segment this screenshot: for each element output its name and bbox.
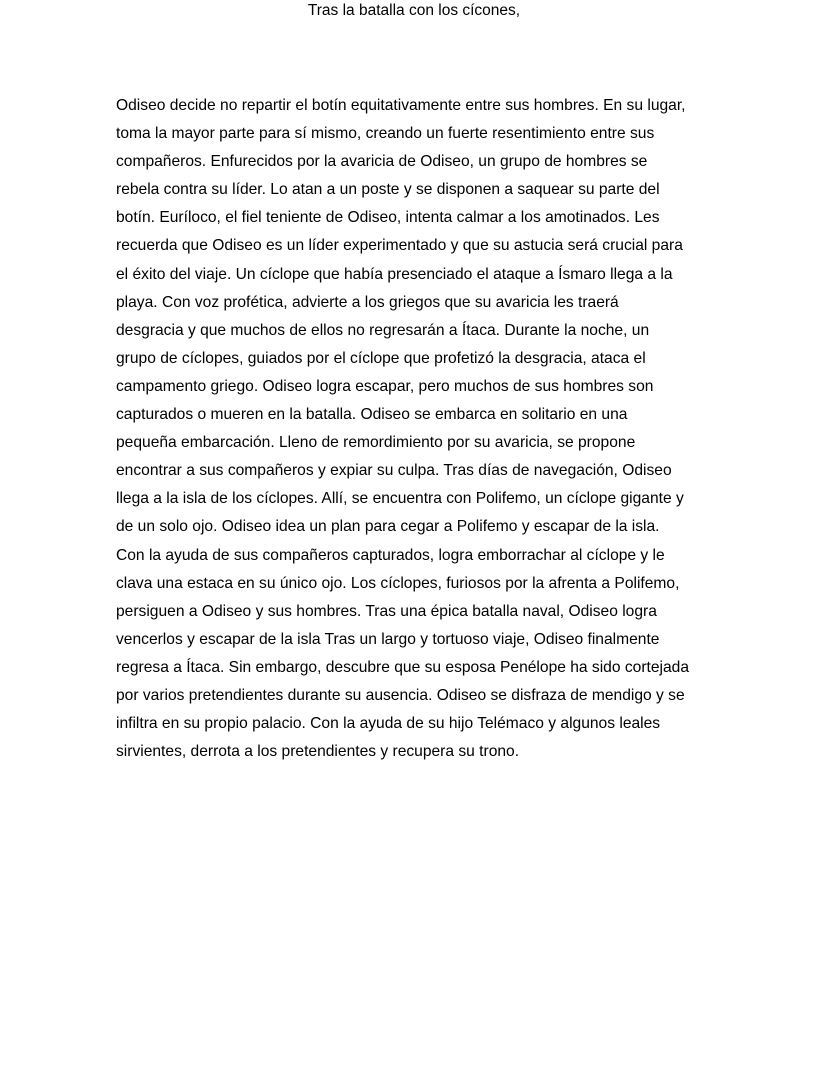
paragraph-line: Odiseo decide no repartir el botín equitativamente entre sus hombres. En su lugar, xyxy=(116,97,686,114)
paragraph-line: pequeña embarcación. Lleno de remordimiento por su avaricia, se propone xyxy=(116,434,636,452)
paragraph-line: persiguen a Odiseo y sus hombres. Tras una épica batalla naval, Odiseo logra xyxy=(116,602,657,620)
paragraph-line: grupo de cíclopes, guiados por el cíclope que profetizó la desgracia, ataca el xyxy=(116,349,646,367)
paragraph-line: sirvientes, derrota a los pretendientes y recupera su trono. xyxy=(116,743,520,761)
paragraph-line: desgracia y que muchos de ellos no regresarán a Ítaca. Durante la noche, un xyxy=(116,321,650,339)
paragraph-line: el éxito del viaje. Un cíclope que había presenciado el ataque a Ísmaro llega a la xyxy=(116,265,673,283)
page-title: Tras la batalla con los cícones, xyxy=(307,2,521,19)
paragraph-line: capturados o mueren en la batalla. Odiseo se embarca en solitario en una xyxy=(116,406,628,424)
paragraph-line: Con la ayuda de sus compañeros capturados, logra emborrachar al cíclope y le xyxy=(116,546,665,564)
paragraph-line: toma la mayor parte para sí mismo, creando un fuerte resentimiento entre sus xyxy=(116,125,655,143)
paragraph-line: recuerda que Odiseo es un líder experimentado y que su astucia será crucial para xyxy=(116,237,683,255)
paragraph-line: encontrar a sus compañeros y expiar su culpa. Tras días de navegación, Odiseo xyxy=(116,462,672,480)
paragraph-line: infiltra en su propio palacio. Con la ayuda de su hijo Telémaco y algunos leales xyxy=(116,715,661,733)
paragraph-line: playa. Con voz profética, advierte a los griegos que su avaricia les traerá xyxy=(116,293,619,311)
body-paragraph xyxy=(116,92,716,766)
paragraph-line: campamento griego. Odiseo logra escapar, pero muchos de sus hombres son xyxy=(116,377,654,395)
paragraph-line: rebela contra su líder. Lo atan a un poste y se disponen a saquear su parte del xyxy=(116,181,660,199)
paragraph-line: llega a la isla de los cíclopes. Allí, se encuentra con Polifemo, un cíclope gigante y xyxy=(116,490,684,508)
paragraph-line: vencerlos y escapar de la isla Tras un largo y tortuoso viaje, Odiseo finalmente xyxy=(116,630,660,648)
paragraph-line: botín. Euríloco, el fiel teniente de Odiseo, intenta calmar a los amotinados. Les xyxy=(116,209,660,227)
paragraph-line: compañeros. Enfurecidos por la avaricia de Odiseo, un grupo de hombres se xyxy=(116,153,648,171)
paragraph-line: regresa a Ítaca. Sin embargo, descubre que su esposa Penélope ha sido cortejada xyxy=(116,658,690,676)
paragraph-line: de un solo ojo. Odiseo idea un plan para cegar a Polifemo y escapar de la isla. xyxy=(116,518,660,536)
paragraph-line: clava una estaca en su único ojo. Los cíclopes, furiosos por la afrenta a Polifemo, xyxy=(116,574,680,592)
paragraph-line: por varios pretendientes durante su ausencia. Odiseo se disfraza de mendigo y se xyxy=(116,686,685,704)
